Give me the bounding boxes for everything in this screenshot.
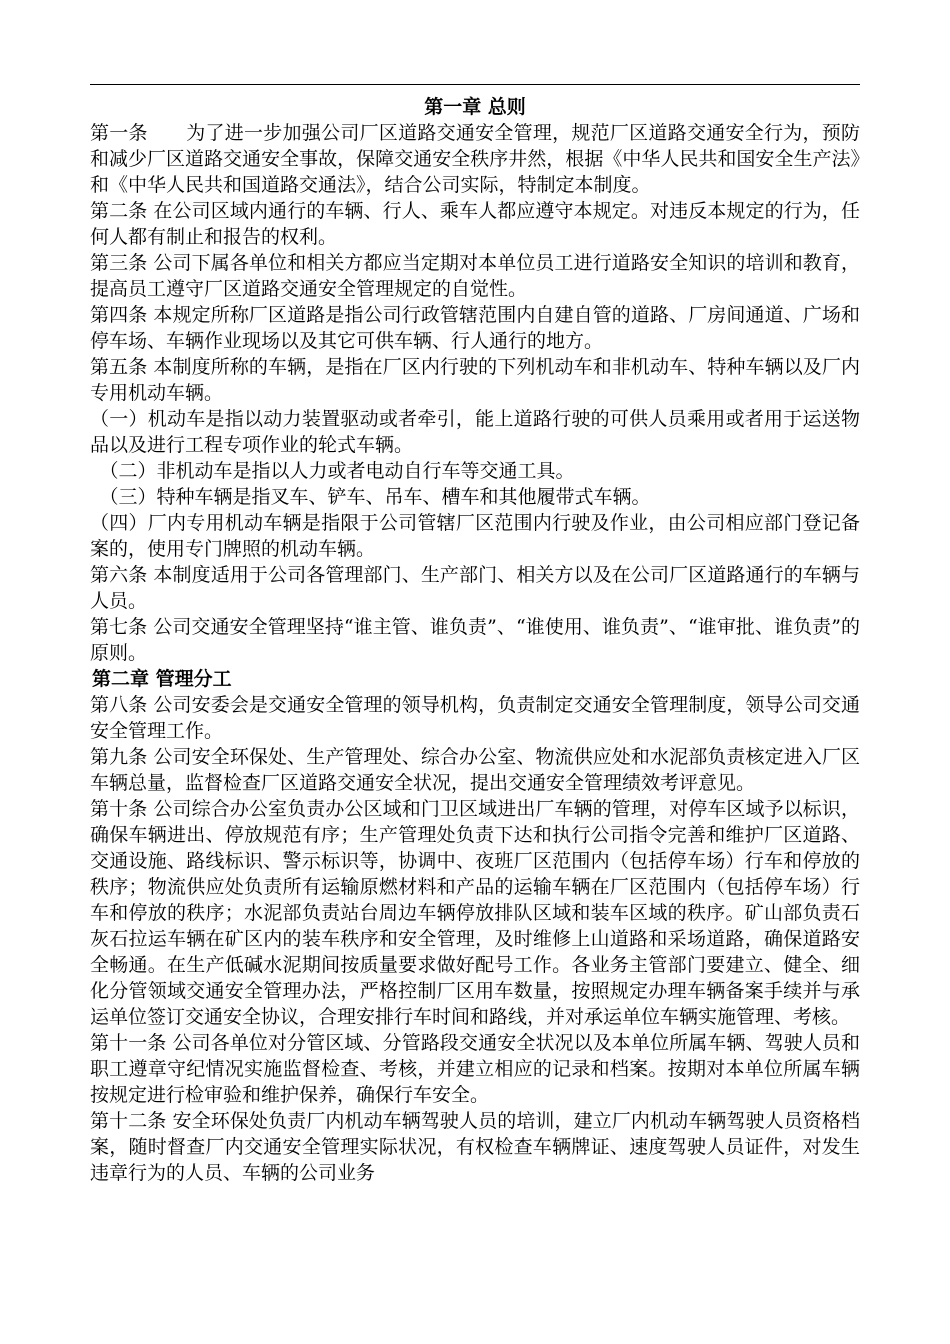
article-12: 第十二条 安全环保处负责厂内机动车辆驾驶人员的培训，建立厂内机动车辆驾驶人员资格档案，随时督查厂内交通安全管理实际状况，有权检查车辆牌证、速度驾驶人员证件，对发生违章行为的人员、车辆的公司业务 (90, 1110, 860, 1184)
article-5: 第五条 本制度所称的车辆，是指在厂区内行驶的下列机动车和非机动车、特种车辆以及厂内专用机动车辆。 (90, 356, 860, 404)
article-1: 第一条 为了进一步加强公司厂区道路交通安全管理，规范厂区道路交通安全行为，预防和减少厂区道路交通安全事故，保障交通安全秩序井然，根据《中华人民共和国安全生产法》和《中华人民共和国道路交通法》，结合公司实际，特制定本制度。 (90, 122, 860, 196)
article-5-item-2: （二）非机动车是指以人力或者电动自行车等交通工具。 (90, 460, 575, 482)
document-body (90, 94, 860, 1186)
article-2: 第二条 在公司区域内通行的车辆、行人、乘车人都应遵守本规定。对违反本规定的行为，任何人都有制止和报告的权利。 (90, 200, 860, 248)
article-10: 第十条 公司综合办公室负责办公区域和门卫区域进出厂车辆的管理，对停车区域予以标识，确保车辆进出、停放规范有序；生产管理处负责下达和执行公司指令完善和维护厂区道路、交通设施、路线标识、警示标识等，协调中、夜班厂区范围内（包括停车场）行车和停放的秩序；物流供应处负责所有运输原燃材料和产品的运输车辆在厂区范围内（包括停车场）行车和停放的秩序；水泥部负责站台周边车辆停放排队区域和装车区域的秩序。矿山部负责石灰石拉运车辆在矿区内的装车秩序和安全管理，及时维修上山道路和采场道路，确保道路安全畅通。在生产低碱水泥期间按质量要求做好配号工作。各业务主管部门要建立、健全、细化分管领域交通安全管理办法，严格控制厂区用车数量，按照规定办理车辆备案手续并与承运单位签订交通安全协议，合理安排行车时间和路线，并对承运单位车辆实施管理、考核。 (90, 798, 860, 1028)
chapter-1-title: 第一章 总则 (424, 96, 526, 118)
article-6: 第六条 本制度适用于公司各管理部门、生产部门、相关方以及在公司厂区道路通行的车辆与人员。 (90, 564, 860, 612)
article-5-item-1: （一）机动车是指以动力装置驱动或者牵引，能上道路行驶的可供人员乘用或者用于运送物品以及进行工程专项作业的轮式车辆。 (90, 408, 860, 456)
article-7: 第七条 公司交通安全管理坚持“谁主管、谁负责”、“谁使用、谁负责”、“谁审批、谁负责”的原则。 (90, 616, 860, 664)
article-9: 第九条 公司安全环保处、生产管理处、综合办公室、物流供应处和水泥部负责核定进入厂区车辆总量，监督检查厂区道路交通安全状况，提出交通安全管理绩效考评意见。 (90, 746, 860, 794)
article-5-item-3: （三）特种车辆是指叉车、铲车、吊车、槽车和其他履带式车辆。 (90, 486, 651, 508)
header-rule (90, 84, 860, 85)
article-8: 第八条 公司安委会是交通安全管理的领导机构，负责制定交通安全管理制度，领导公司交通安全管理工作。 (90, 694, 860, 742)
article-3: 第三条 公司下属各单位和相关方都应当定期对本单位员工进行道路安全知识的培训和教育，提高员工遵守厂区道路交通安全管理规定的自觉性。 (90, 252, 860, 300)
article-11: 第十一条 公司各单位对分管区域、分管路段交通安全状况以及本单位所属车辆、驾驶人员和职工遵章守纪情况实施监督检查、考核，并建立相应的记录和档案。按期对本单位所属车辆按规定进行检审验和维护保养，确保行车安全。 (90, 1032, 860, 1106)
article-4: 第四条 本规定所称厂区道路是指公司行政管辖范围内自建自管的道路、厂房间通道、广场和停车场、车辆作业现场以及其它可供车辆、行人通行的地方。 (90, 304, 860, 352)
article-5-item-4: （四）厂内专用机动车辆是指限于公司管辖厂区范围内行驶及作业，由公司相应部门登记备案的，使用专门牌照的机动车辆。 (90, 512, 860, 560)
chapter-2-title: 第二章 管理分工 (92, 668, 232, 690)
